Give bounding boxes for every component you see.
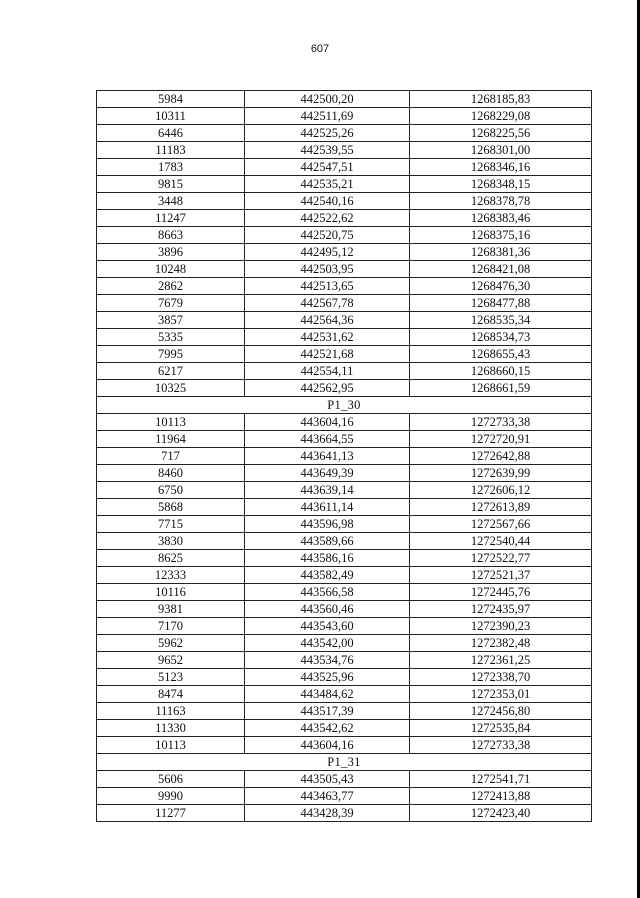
y-coordinate-cell: 1272445,76 <box>410 584 592 601</box>
y-coordinate-cell: 1268229,08 <box>410 108 592 125</box>
x-coordinate-cell: 442511,69 <box>245 108 410 125</box>
point-id-cell: 8625 <box>97 550 245 567</box>
point-id-cell: 7995 <box>97 346 245 363</box>
table-row <box>97 210 592 227</box>
table-row <box>97 108 592 125</box>
y-coordinate-cell: 1268383,46 <box>410 210 592 227</box>
point-id-cell: 11277 <box>97 805 245 822</box>
table-row <box>97 227 592 244</box>
y-coordinate-cell: 1272613,89 <box>410 499 592 516</box>
table-row <box>97 482 592 499</box>
section-header-row <box>97 754 592 771</box>
coordinates-table <box>96 90 592 822</box>
point-id-cell: 6446 <box>97 125 245 142</box>
point-id-cell: 9990 <box>97 788 245 805</box>
point-id-cell: 3830 <box>97 533 245 550</box>
point-id-cell: 3896 <box>97 244 245 261</box>
x-coordinate-cell: 442500,20 <box>245 91 410 108</box>
table-row <box>97 176 592 193</box>
point-id-cell: 8474 <box>97 686 245 703</box>
point-id-cell: 11330 <box>97 720 245 737</box>
x-coordinate-cell: 443596,98 <box>245 516 410 533</box>
y-coordinate-cell: 1268477,88 <box>410 295 592 312</box>
point-id-cell: 8460 <box>97 465 245 482</box>
table-row <box>97 295 592 312</box>
x-coordinate-cell: 442535,21 <box>245 176 410 193</box>
x-coordinate-cell: 443604,16 <box>245 737 410 754</box>
x-coordinate-cell: 443463,77 <box>245 788 410 805</box>
table-row <box>97 159 592 176</box>
y-coordinate-cell: 1268375,16 <box>410 227 592 244</box>
y-coordinate-cell: 1268225,56 <box>410 125 592 142</box>
point-id-cell: 2862 <box>97 278 245 295</box>
x-coordinate-cell: 442503,95 <box>245 261 410 278</box>
y-coordinate-cell: 1268185,83 <box>410 91 592 108</box>
y-coordinate-cell: 1272382,48 <box>410 635 592 652</box>
table-row <box>97 720 592 737</box>
x-coordinate-cell: 442554,11 <box>245 363 410 380</box>
point-id-cell: 10248 <box>97 261 245 278</box>
y-coordinate-cell: 1268661,59 <box>410 380 592 397</box>
y-coordinate-cell: 1272353,01 <box>410 686 592 703</box>
x-coordinate-cell: 443542,00 <box>245 635 410 652</box>
table-row <box>97 618 592 635</box>
x-coordinate-cell: 443484,62 <box>245 686 410 703</box>
table-row <box>97 788 592 805</box>
table-row <box>97 312 592 329</box>
x-coordinate-cell: 443641,13 <box>245 448 410 465</box>
y-coordinate-cell: 1272541,71 <box>410 771 592 788</box>
table-row <box>97 329 592 346</box>
y-coordinate-cell: 1272522,77 <box>410 550 592 567</box>
point-id-cell: 3857 <box>97 312 245 329</box>
point-id-cell: 8663 <box>97 227 245 244</box>
point-id-cell: 9381 <box>97 601 245 618</box>
section-header-cell: P1_30 <box>97 397 592 414</box>
y-coordinate-cell: 1272535,84 <box>410 720 592 737</box>
x-coordinate-cell: 443525,96 <box>245 669 410 686</box>
y-coordinate-cell: 1268535,34 <box>410 312 592 329</box>
x-coordinate-cell: 443664,55 <box>245 431 410 448</box>
x-coordinate-cell: 443534,76 <box>245 652 410 669</box>
y-coordinate-cell: 1268381,36 <box>410 244 592 261</box>
y-coordinate-cell: 1272521,37 <box>410 567 592 584</box>
x-coordinate-cell: 443566,58 <box>245 584 410 601</box>
x-coordinate-cell: 443428,39 <box>245 805 410 822</box>
point-id-cell: 5868 <box>97 499 245 516</box>
point-id-cell: 5606 <box>97 771 245 788</box>
table-row <box>97 771 592 788</box>
point-id-cell: 9815 <box>97 176 245 193</box>
point-id-cell: 10311 <box>97 108 245 125</box>
x-coordinate-cell: 442539,55 <box>245 142 410 159</box>
y-coordinate-cell: 1268534,73 <box>410 329 592 346</box>
table-row <box>97 261 592 278</box>
y-coordinate-cell: 1272423,40 <box>410 805 592 822</box>
x-coordinate-cell: 443586,16 <box>245 550 410 567</box>
table-row <box>97 499 592 516</box>
x-coordinate-cell: 442562,95 <box>245 380 410 397</box>
table-row <box>97 669 592 686</box>
table-row <box>97 635 592 652</box>
y-coordinate-cell: 1268301,00 <box>410 142 592 159</box>
x-coordinate-cell: 443560,46 <box>245 601 410 618</box>
point-id-cell: 11247 <box>97 210 245 227</box>
y-coordinate-cell: 1272606,12 <box>410 482 592 499</box>
point-id-cell: 10113 <box>97 414 245 431</box>
x-coordinate-cell: 442540,16 <box>245 193 410 210</box>
point-id-cell: 7170 <box>97 618 245 635</box>
point-id-cell: 7679 <box>97 295 245 312</box>
y-coordinate-cell: 1268378,78 <box>410 193 592 210</box>
point-id-cell: 5123 <box>97 669 245 686</box>
table-row <box>97 431 592 448</box>
table-row <box>97 703 592 720</box>
x-coordinate-cell: 443611,14 <box>245 499 410 516</box>
point-id-cell: 10116 <box>97 584 245 601</box>
y-coordinate-cell: 1268476,30 <box>410 278 592 295</box>
table-row <box>97 686 592 703</box>
section-header-cell: P1_31 <box>97 754 592 771</box>
y-coordinate-cell: 1272413,88 <box>410 788 592 805</box>
table-row <box>97 363 592 380</box>
y-coordinate-cell: 1268421,08 <box>410 261 592 278</box>
y-coordinate-cell: 1272456,80 <box>410 703 592 720</box>
point-id-cell: 11163 <box>97 703 245 720</box>
point-id-cell: 3448 <box>97 193 245 210</box>
table-row <box>97 533 592 550</box>
point-id-cell: 9652 <box>97 652 245 669</box>
x-coordinate-cell: 442522,62 <box>245 210 410 227</box>
y-coordinate-cell: 1272390,23 <box>410 618 592 635</box>
y-coordinate-cell: 1272567,66 <box>410 516 592 533</box>
point-id-cell: 5335 <box>97 329 245 346</box>
x-coordinate-cell: 443649,39 <box>245 465 410 482</box>
table-row <box>97 142 592 159</box>
x-coordinate-cell: 443589,66 <box>245 533 410 550</box>
x-coordinate-cell: 442521,68 <box>245 346 410 363</box>
y-coordinate-cell: 1272642,88 <box>410 448 592 465</box>
y-coordinate-cell: 1272361,25 <box>410 652 592 669</box>
table-row <box>97 805 592 822</box>
x-coordinate-cell: 443505,43 <box>245 771 410 788</box>
table-row <box>97 737 592 754</box>
table-row <box>97 244 592 261</box>
table-row <box>97 125 592 142</box>
y-coordinate-cell: 1268346,16 <box>410 159 592 176</box>
table-row <box>97 584 592 601</box>
section-header-row <box>97 397 592 414</box>
page-number: 607 <box>310 43 330 55</box>
table-row <box>97 601 592 618</box>
x-coordinate-cell: 442564,36 <box>245 312 410 329</box>
table-row <box>97 550 592 567</box>
point-id-cell: 5984 <box>97 91 245 108</box>
point-id-cell: 6217 <box>97 363 245 380</box>
table-row <box>97 448 592 465</box>
x-coordinate-cell: 443604,16 <box>245 414 410 431</box>
coordinates-table-body <box>97 91 592 822</box>
point-id-cell: 5962 <box>97 635 245 652</box>
x-coordinate-cell: 443639,14 <box>245 482 410 499</box>
point-id-cell: 717 <box>97 448 245 465</box>
point-id-cell: 10113 <box>97 737 245 754</box>
y-coordinate-cell: 1272435,97 <box>410 601 592 618</box>
y-coordinate-cell: 1272338,70 <box>410 669 592 686</box>
table-row <box>97 652 592 669</box>
x-coordinate-cell: 442520,75 <box>245 227 410 244</box>
point-id-cell: 6750 <box>97 482 245 499</box>
y-coordinate-cell: 1272720,91 <box>410 431 592 448</box>
table-row <box>97 278 592 295</box>
x-coordinate-cell: 442525,26 <box>245 125 410 142</box>
table-row <box>97 346 592 363</box>
point-id-cell: 1783 <box>97 159 245 176</box>
table-row <box>97 567 592 584</box>
x-coordinate-cell: 442495,12 <box>245 244 410 261</box>
y-coordinate-cell: 1272540,44 <box>410 533 592 550</box>
x-coordinate-cell: 443582,49 <box>245 567 410 584</box>
table-row <box>97 91 592 108</box>
y-coordinate-cell: 1272733,38 <box>410 414 592 431</box>
point-id-cell: 11964 <box>97 431 245 448</box>
x-coordinate-cell: 443542,62 <box>245 720 410 737</box>
point-id-cell: 10325 <box>97 380 245 397</box>
table-row <box>97 465 592 482</box>
x-coordinate-cell: 443543,60 <box>245 618 410 635</box>
table-row <box>97 516 592 533</box>
table-row <box>97 193 592 210</box>
y-coordinate-cell: 1272639,99 <box>410 465 592 482</box>
point-id-cell: 7715 <box>97 516 245 533</box>
y-coordinate-cell: 1268655,43 <box>410 346 592 363</box>
point-id-cell: 12333 <box>97 567 245 584</box>
x-coordinate-cell: 443517,39 <box>245 703 410 720</box>
x-coordinate-cell: 442567,78 <box>245 295 410 312</box>
point-id-cell: 11183 <box>97 142 245 159</box>
y-coordinate-cell: 1268348,15 <box>410 176 592 193</box>
x-coordinate-cell: 442531,62 <box>245 329 410 346</box>
table-row <box>97 380 592 397</box>
x-coordinate-cell: 442513,65 <box>245 278 410 295</box>
table-row <box>97 414 592 431</box>
y-coordinate-cell: 1272733,38 <box>410 737 592 754</box>
y-coordinate-cell: 1268660,15 <box>410 363 592 380</box>
x-coordinate-cell: 442547,51 <box>245 159 410 176</box>
